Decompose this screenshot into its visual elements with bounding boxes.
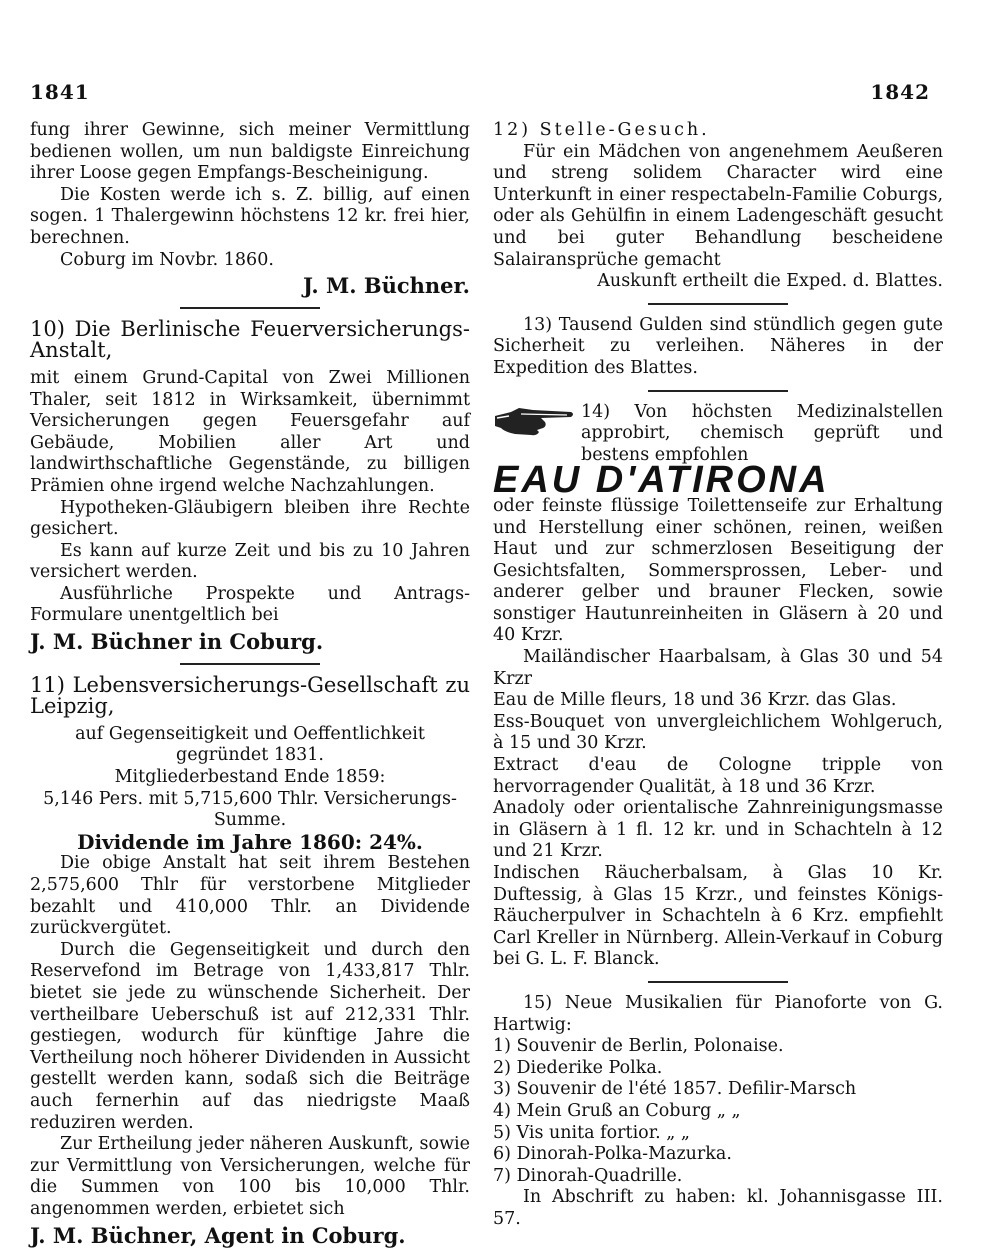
ad14-paragraph-6: Anadoly oder orientalische Zahnreinigungsmasse in Gläsern à 1 fl. 12 kr. und in Schachteln à 12 und 21 Krzr. [493,798,943,862]
ad15-list [493,1036,943,1187]
ad14-header [493,402,943,467]
ad10-heading: 10) Die Berlinische Feuerversicherungs-Anstalt, [30,316,470,363]
ad12-body: Für ein Mädchen von angenehmem Aeußeren und streng solidem Character wird eine Unterkunft in einer respectabeln-Familie Coburgs, oder als Gehülfin in einem Ladengeschäft gesucht und bei guter Behandlung bescheidene Salairansprüche gemacht [493,141,944,270]
ad11-paragraph-3: Zur Ertheilung jeder näheren Auskunft, sowie zur Vermittlung von Versicherungen, welche für die Summen von 100 bis 10,000 Thlr. angenommen werden, erbietet sich [30,1134,470,1219]
ad14-paragraph-5: Extract d'eau de Cologne tripple von hervorragender Qualität, à 18 und 36 Krzr. [493,755,943,797]
ad10-paragraph-2: Hypotheken-Gläubigern bleiben ihre Rechte gesichert. [30,497,470,540]
page-number-left: 1841 [30,80,90,104]
divider [648,390,788,392]
ad10-signature: J. M. Büchner in Coburg. [30,629,324,655]
right-column [493,120,943,1231]
list-item: 6) Dinorah-Polka-Mazurka. [493,1144,732,1165]
page-number-right: 1842 [870,80,930,104]
intro-paragraph-1: fung ihrer Gewinne, sich meiner Vermittlung bedienen wollen, um nun baldigste Einreichung ihrer Loose gegen Empfangs-Bescheinigung. [30,120,470,184]
list-item: 2) Diederike Polka. [493,1057,663,1078]
ad14-paragraph-1: oder feinste flüssige Toilettenseife zur Erhaltung und Herstellung einer schönen, reinen, weißen Haut und zur schmerzlosen Beseitigung der Gesichtsfalten, Sommersprossen, Leber- und anderer gelber und brauner Flecken, sowie sonstiger Hautunreinheiten in Gläsern à 20 und 40 Krzr. [493,495,943,646]
ad14-paragraph-7: Indischen Räucherbalsam, à Glas 10 Kr. Duftessig, à Glas 15 Krzr., und feinstes Königs-Räucherpulver in Schachteln à 6 Krz. empfiehlt Carl Kreller in Nürnberg. Allein-Verkauf in Coburg bei G. L. F. Blanck. [493,863,943,970]
ad13-body: 13) Tausend Gulden sind stündlich gegen gute Sicherheit zu verleihen. Näheres in der Expedition des Blattes. [493,314,943,378]
divider [180,307,320,309]
ad11-dividend: Dividende im Jahre 1860: 24%. [77,829,423,854]
place-date: Coburg im Novbr. 1860. [60,249,274,270]
left-column [30,120,470,1250]
ad14-heading: 14) Von höchsten Medizinalstellen approbirt, chemisch geprüft und bestens empfohlen [581,401,943,465]
divider [648,981,788,983]
ad14-paragraph-3: Eau de Mille fleurs, 18 und 36 Krzr. das Glas. [493,690,897,711]
ad11-subheading-1: auf Gegenseitigkeit und Oeffentlichkeit gegründet 1831. [75,723,425,766]
ad15-heading: 15) Neue Musikalien für Pianoforte von G. Hartwig: [493,992,943,1035]
ad10-paragraph-3: Es kann auf kurze Zeit und bis zu 10 Jahren versichert werden. [30,540,470,583]
list-item: 1) Souvenir de Berlin, Polonaise. [493,1036,784,1057]
ad10-paragraph-4: Ausführliche Prospekte und Antrags-Formulare unentgeltlich bei [30,583,470,626]
ad14-paragraph-4: Ess-Bouquet von unvergleichlichem Wohlgeruch, à 15 und 30 Krzr. [493,711,943,754]
ad11-subheading-2: Mitgliederbestand Ende 1859: [114,767,386,788]
list-item: 7) Dinorah-Quadrille. [493,1165,683,1186]
divider [180,663,320,665]
signature-buechner: J. M. Büchner. [303,273,470,299]
ad11-subheading-3: 5,146 Pers. mit 5,715,600 Thlr. Versicherungs-Summe. [43,788,457,831]
list-item: 5) Vis unita fortior. „ „ [493,1122,690,1143]
ad12-heading: 12) Stelle-Gesuch. [493,120,710,140]
intro-paragraph-2: Die Kosten werde ich s. Z. billig, auf einen sogen. 1 Thalergewinn höchstens 12 kr. frei hier, berechnen. [30,184,470,248]
ad11-paragraph-1: Die obige Anstalt hat seit ihrem Bestehen 2,575,600 Thlr für verstorbene Mitglieder bezahlt und 410,000 Thlr. an Dividende zurückvergütet. [30,853,470,939]
pointing-hand-icon [493,402,575,445]
ad14-product-title: EAU D'ATIRONA [493,459,830,502]
ad10-body: mit einem Grund-Capital von Zwei Millionen Thaler, seit 1812 in Wirksamkeit, übernimmt Versicherungen gegen Feuersgefahr auf Gebäude, Mobilien aller Art und landwirthschaftliche Gegenstände, zu billigen Prämien ohne irgend welche Nachzahlungen. [30,367,470,496]
ad12-footer: Auskunft ertheilt die Exped. d. Blattes. [597,271,943,292]
ad15-footer: In Abschrift zu haben: kl. Johannisgasse III. 57. [493,1187,943,1229]
divider [648,303,788,305]
list-item: 3) Souvenir de l'été 1857. Defilir-Marsch [493,1079,857,1100]
list-item: 4) Mein Gruß an Coburg „ „ [493,1100,741,1121]
ad11-paragraph-2: Durch die Gegenseitigkeit und durch den Reservefond im Betrage von 1,433,817 Thlr. bietet sie jede zu wünschende Sicherheit. Der vertheilbare Ueberschuß ist auf 212,331 Thlr. gestiegen, wodurch für künftige Jahre die Vertheilung noch höherer Dividenden in Aussicht gestellt werden kann, sodaß sich die Beiträge auch fernerhin auf das niedrigste Maaß reduziren werden. [30,939,470,1133]
ad11-signature: J. M. Büchner, Agent in Coburg. [30,1222,406,1248]
ad14-paragraph-2: Mailändischer Haarbalsam, à Glas 30 und 54 Krzr [493,647,943,689]
ad11-heading: 11) Lebensversicherungs-Gesellschaft zu Leipzig, [30,672,470,719]
